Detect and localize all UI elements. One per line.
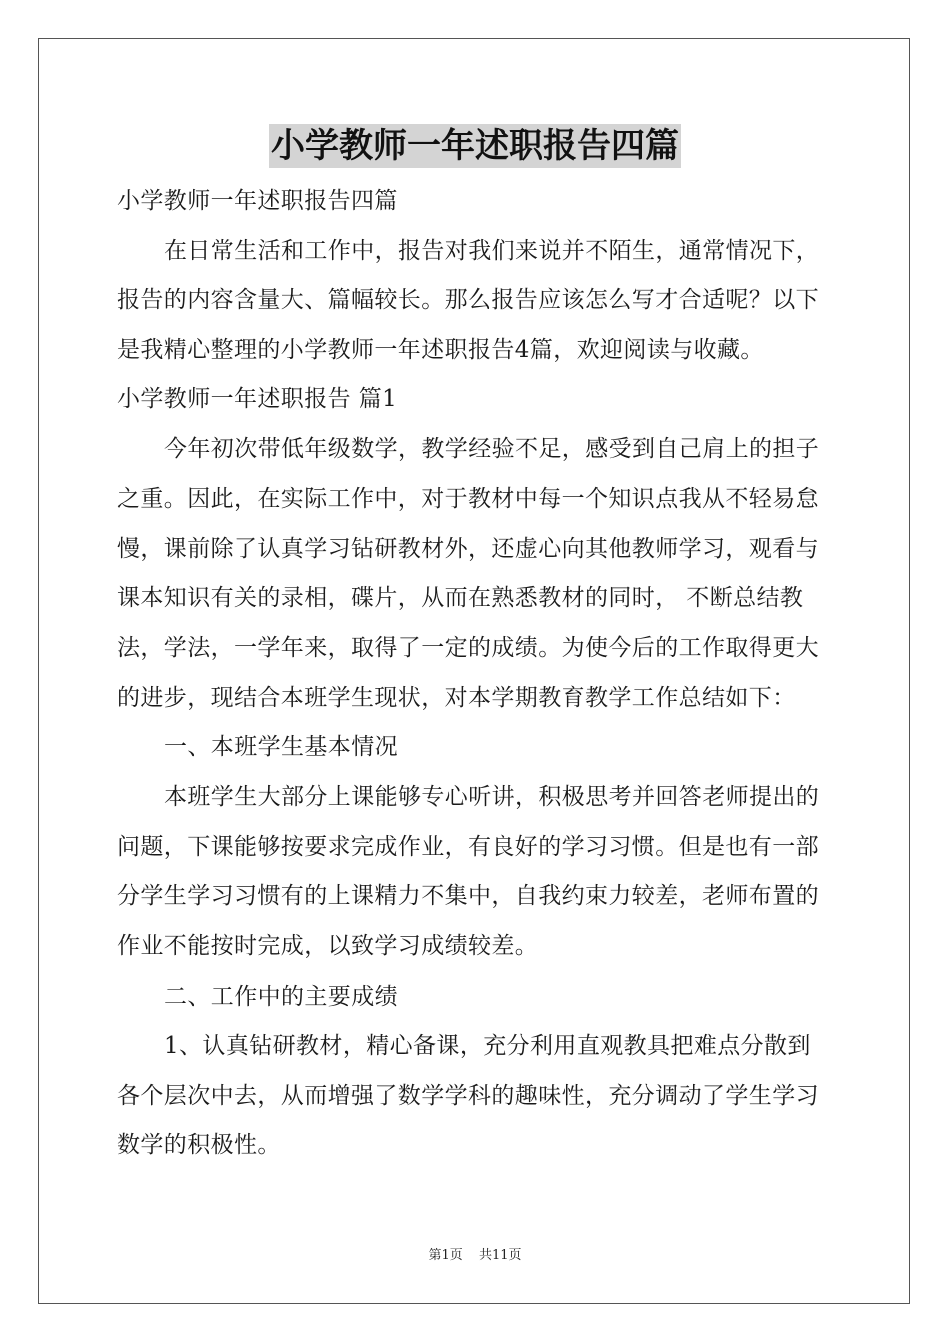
paragraph-line: 作业不能按时完成，以致学习成绩较差。 <box>117 933 539 959</box>
paragraph-line: 报告的内容含量大、篇幅较长。那么报告应该怎么写才合适呢？以下 <box>117 287 819 313</box>
paragraph-line: 之重。因此，在实际工作中，对于教材中每一个知识点我从不轻易怠 <box>117 486 819 512</box>
section-heading: 小学教师一年述职报告 篇1 <box>117 386 398 412</box>
subtitle-line: 小学教师一年述职报告四篇 <box>117 188 398 214</box>
paragraph-line: 本班学生大部分上课能够专心听讲，积极思考并回答老师提出的 <box>164 784 820 810</box>
page-border <box>38 38 910 1304</box>
paragraph-line: 课本知识有关的录相，碟片，从而在熟悉教材的同时， 不断总结教 <box>117 585 804 611</box>
paragraph-line: 今年初次带低年级数学，教学经验不足，感受到自己肩上的担子 <box>164 436 820 462</box>
title-container <box>0 124 950 168</box>
document-title: 小学教师一年述职报告四篇 <box>271 126 679 166</box>
paragraph-line: 1、认真钻研教材，精心备课，充分利用直观教具把难点分散到 <box>164 1033 811 1059</box>
paragraph-line: 慢，课前除了认真学习钻研教材外，还虚心向其他教师学习，观看与 <box>117 536 819 562</box>
paragraph-line: 法，学法，一学年来，取得了一定的成绩。为使今后的工作取得更大 <box>117 635 819 661</box>
paragraph-line: 分学生学习习惯有的上课精力不集中，自我约束力较差，老师布置的 <box>117 883 819 909</box>
subsection-heading: 二、工作中的主要成绩 <box>164 984 398 1010</box>
page-footer <box>0 1246 950 1266</box>
paragraph-line: 数学的积极性。 <box>117 1132 281 1158</box>
paragraph-line: 问题，下课能够按要求完成作业，有良好的学习习惯。但是也有一部 <box>117 834 819 860</box>
paragraph-line: 的进步，现结合本班学生现状，对本学期教育教学工作总结如下： <box>117 685 796 711</box>
subsection-heading: 一、本班学生基本情况 <box>164 734 398 760</box>
paragraph-line: 在日常生活和工作中，报告对我们来说并不陌生，通常情况下， <box>164 238 820 264</box>
page-total: 共11页 <box>478 1248 522 1263</box>
paragraph-line: 是我精心整理的小学教师一年述职报告4篇，欢迎阅读与收藏。 <box>117 337 764 363</box>
page-number: 第1页 <box>428 1248 463 1263</box>
paragraph-line: 各个层次中去，从而增强了数学学科的趣味性，充分调动了学生学习 <box>117 1083 819 1109</box>
